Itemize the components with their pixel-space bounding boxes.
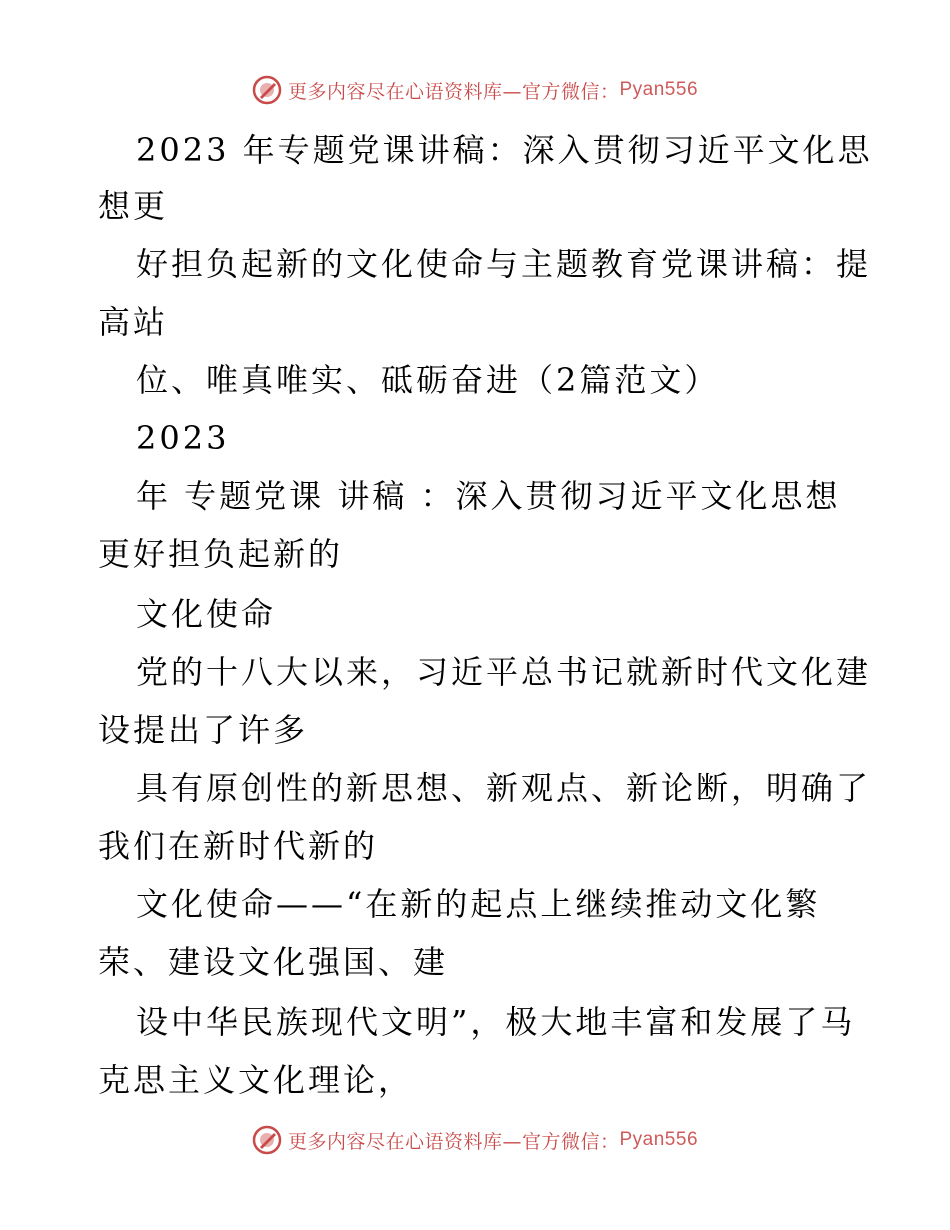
footer-watermark [0, 1120, 950, 1160]
pen-circle-logo-icon [252, 75, 282, 105]
watermark-wechat-id: Pyan556 [619, 1129, 699, 1150]
text-line: 设提出了许多 [98, 711, 309, 749]
header-watermark [0, 70, 950, 110]
text-line: 年 专题党课 讲稿 ：深入贯彻习近平文化思想 [136, 477, 841, 515]
watermark-text: 更多内容尽在心语资料库—官方微信： [287, 80, 620, 103]
text-line: 位、唯真唯实、砥砺奋进（2篇范文） [136, 361, 720, 399]
text-line: 我们在新时代新的 [98, 827, 379, 865]
text-line: 高站 [98, 303, 169, 341]
watermark-wechat-id: Pyan556 [619, 79, 699, 100]
text-line: 想更 [98, 187, 169, 225]
text-line: 2023 年专题党课讲稿：深入贯彻习近平文化思 [136, 131, 873, 169]
text-line: 设中华民族现代文明”，极大地丰富和发展了马 [136, 1003, 856, 1041]
text-line: 文化使命 [136, 595, 277, 633]
text-line: 党的十八大以来，习近平总书记就新时代文化建 [136, 653, 872, 691]
text-line: 克思主义文化理论， [98, 1061, 414, 1099]
watermark-text: 更多内容尽在心语资料库—官方微信： [287, 1130, 620, 1153]
text-line: 更好担负起新的 [98, 535, 344, 573]
text-line: 荣、建设文化强国、建 [98, 943, 449, 981]
text-line: 文化使命——“在新的起点上继续推动文化繁 [136, 885, 821, 923]
text-line: 2023 [136, 419, 230, 457]
text-line: 具有原创性的新思想、新观点、新论断，明确了 [136, 769, 872, 807]
pen-circle-logo-icon [252, 1125, 282, 1155]
text-line: 好担负起新的文化使命与主题教育党课讲稿：提 [136, 245, 872, 283]
